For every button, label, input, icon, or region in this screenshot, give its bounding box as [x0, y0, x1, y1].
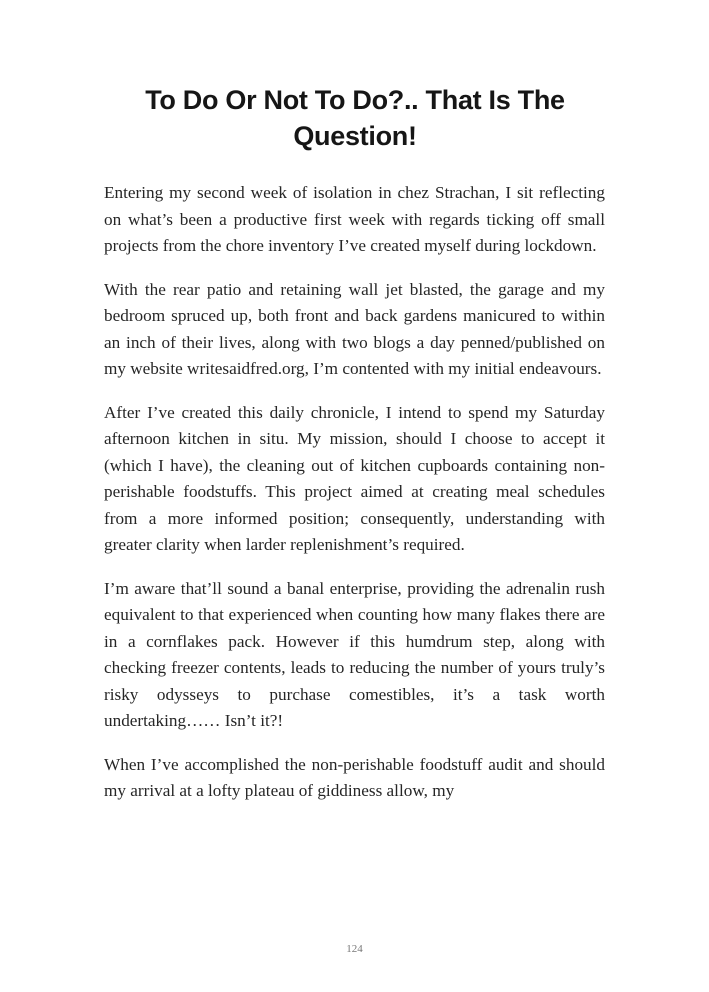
paragraph-3: After I’ve created this daily chronicle, I intend to spend my Saturday afternoon kitchen in situ. My mission, should I choose to accept it (which I have), the cleaning out of kitchen cupboards containing non-perishable foodstuffs. This project aimed at creating meal schedules from a more informed position; consequently, understanding with greater clarity when larder replenishment’s required.: [104, 402, 605, 554]
page-number: 124: [346, 943, 363, 955]
paragraph-5: When I’ve accomplished the non-perishable foodstuff audit and should my arrival at a lofty plateau of giddiness allow, my: [104, 754, 605, 800]
paragraph-4: I’m aware that’ll sound a banal enterprise, providing the adrenalin rush equivalent to that experienced when counting how many flakes there are in a cornflakes pack. However if this humdrum step, along with checking freezer contents, leads to reducing the number of yours truly’s risky odysseys to purchase comestibles, it’s a task worth undertaking…… Isn’t it?!: [104, 578, 605, 730]
page-title: To Do Or Not To Do?.. That Is The Question!: [145, 85, 565, 151]
paragraph-1: Entering my second week of isolation in chez Strachan, I sit reflecting on what’s been a productive first week with regards ticking off small projects from the chore inventory I’ve created myself during lockdown.: [104, 183, 605, 255]
paragraph-2: With the rear patio and retaining wall jet blasted, the garage and my bedroom spruced up, both front and back gardens manicured to within an inch of their lives, along with two blogs a day penned/published on my website writesaidfred.org, I’m contented with my initial endeavours.: [104, 279, 605, 378]
body-text: [104, 180, 605, 822]
